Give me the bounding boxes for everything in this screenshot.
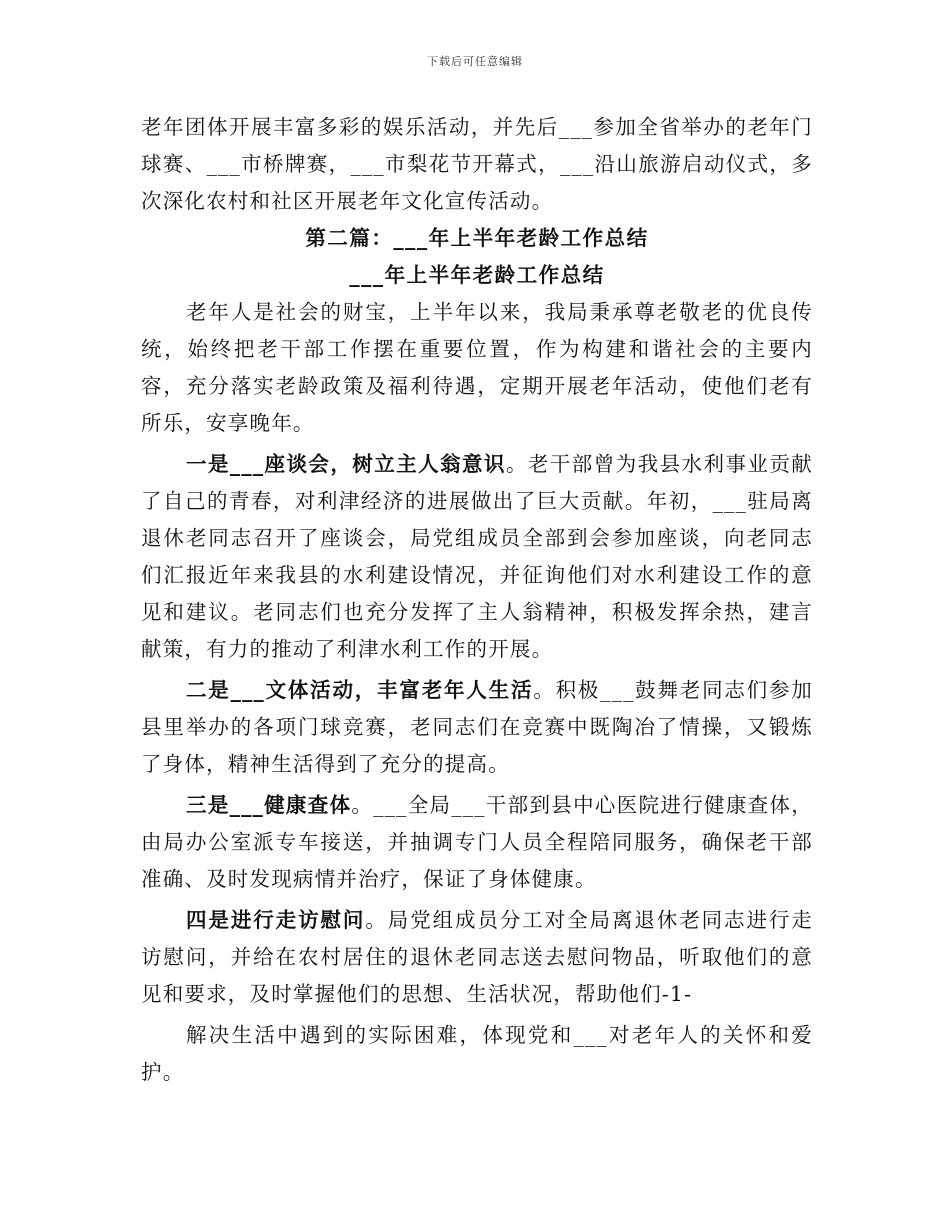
paragraph-item-1 xyxy=(141,446,813,668)
paragraph-final: 解决生活中遇到的实际困难，体现党和___对老年人的关怀和爱护。 xyxy=(141,1023,813,1084)
page-header: 下载后可任意编辑 xyxy=(427,55,523,68)
item-1-heading: 一是___座谈会，树立主人翁意识 xyxy=(186,452,506,476)
paragraph-item-2 xyxy=(141,672,813,783)
item-2-heading: 二是___文体活动，丰富老年人生活 xyxy=(186,678,534,702)
paragraph-item-3 xyxy=(141,787,813,898)
item-3-heading: 三是___健康查体 xyxy=(186,793,352,817)
document-title: ___年上半年老龄工作总结 xyxy=(349,263,605,287)
item-3-text: 。___全局___干部到县中心医院进行健康查体，由局办公室派专车接送，并抽调专门人员全程陪同服务，确保老干部准确、及时发现病情并治疗，保证了身体健康。 xyxy=(141,793,813,891)
item-4-heading: 四是进行走访慰问 xyxy=(186,908,366,932)
paragraph-intro: 老年人是社会的财宝，上半年以来，我局秉承尊老敬老的优良传统，始终把老干部工作摆在重要位置，作为构建和谐社会的主要内容，充分落实老龄政策及福利待遇，定期开展老年活动，使他们老有所乐，安享晚年。 xyxy=(141,300,813,435)
item-1-text: 。老干部曾为我县水利事业贡献了自己的青春，对利津经济的进展做出了巨大贡献。年初，___驻局离退休老同志召开了座谈会，局党组成员全部到会参加座谈，向老同志们汇报近年来我县的水利建设情况，并征询他们对水利建设工作的意见和建议。老同志们也充分发挥了主人翁精神，积极发挥余热，建言献策，有力的推动了利津水利工作的开展。 xyxy=(141,452,813,661)
section-title: 第二篇：___年上半年老龄工作总结 xyxy=(305,226,649,250)
paragraph-continuation: 老年团体开展丰富多彩的娱乐活动，并先后___参加全省举办的老年门球赛、___市桥牌赛，___市梨花节开幕式，___沿山旅游启动仪式，多次深化农村和社区开展老年文化宣传活动。 xyxy=(141,115,813,213)
item-4-text: 。局党组成员分工对全局离退休老同志进行走访慰问，并给在农村居住的退休老同志送去慰问物品，听取他们的意见和要求，及时掌握他们的思想、生活状况，帮助他们-1- xyxy=(141,908,814,1006)
item-2-text: 。积极___鼓舞老同志们参加县里举办的各项门球竞赛，老同志们在竞赛中既陶冶了情操，又锻炼了身体，精神生活得到了充分的提高。 xyxy=(141,678,813,776)
paragraph-item-4 xyxy=(141,902,813,1013)
document-body xyxy=(141,109,813,1091)
